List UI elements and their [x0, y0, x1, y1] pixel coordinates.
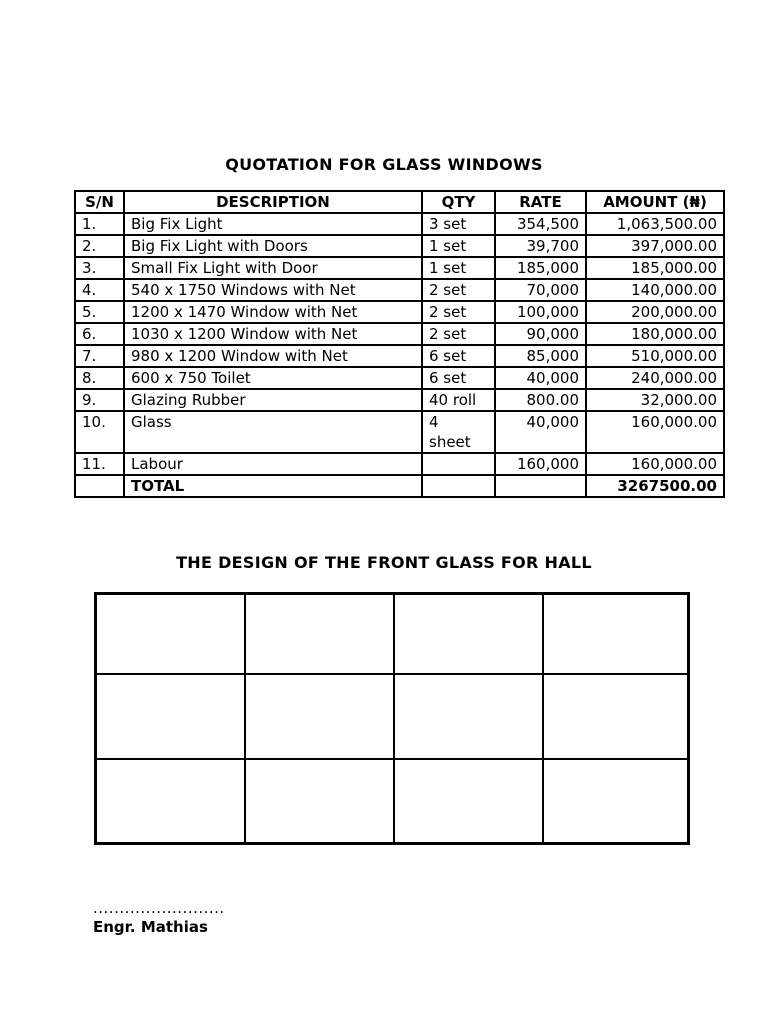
- cell-rate: 85,000: [495, 345, 586, 367]
- cell-description: 540 x 1750 Windows with Net: [124, 279, 422, 301]
- cell-description: 1030 x 1200 Window with Net: [124, 323, 422, 345]
- cell-description: Glazing Rubber: [124, 389, 422, 411]
- cell-qty: 40 roll: [422, 389, 495, 411]
- glass-pane: [395, 760, 544, 842]
- table-row: [75, 301, 724, 323]
- cell-sn: 8.: [75, 367, 124, 389]
- cell-amount: 32,000.00: [586, 389, 724, 411]
- cell-rate: 70,000: [495, 279, 586, 301]
- cell-amount: 160,000.00: [586, 453, 724, 475]
- cell-sn: 4.: [75, 279, 124, 301]
- cell-description: Labour: [124, 453, 422, 475]
- total-qty: [422, 475, 495, 497]
- total-sn: [75, 475, 124, 497]
- cell-amount: 1,063,500.00: [586, 213, 724, 235]
- glass-pane: [246, 760, 395, 842]
- cell-rate: 40,000: [495, 367, 586, 389]
- cell-description: 600 x 750 Toilet: [124, 367, 422, 389]
- cell-rate: 160,000: [495, 453, 586, 475]
- cell-amount: 160,000.00: [586, 411, 724, 453]
- cell-sn: 6.: [75, 323, 124, 345]
- signature-line: .........................: [93, 899, 225, 917]
- cell-rate: 40,000: [495, 411, 586, 453]
- cell-amount: 180,000.00: [586, 323, 724, 345]
- cell-qty: 4 sheet: [422, 411, 495, 453]
- cell-sn: 1.: [75, 213, 124, 235]
- cell-sn: 11.: [75, 453, 124, 475]
- cell-rate: 100,000: [495, 301, 586, 323]
- cell-description: Big Fix Light: [124, 213, 422, 235]
- cell-sn: 9.: [75, 389, 124, 411]
- table-row: [75, 411, 724, 453]
- quotation-table: [74, 190, 725, 498]
- cell-qty: 3 set: [422, 213, 495, 235]
- cell-amount: 397,000.00: [586, 235, 724, 257]
- design-title: THE DESIGN OF THE FRONT GLASS FOR HALL: [176, 553, 592, 572]
- cell-qty: 1 set: [422, 235, 495, 257]
- cell-sn: 10.: [75, 411, 124, 453]
- cell-description: Small Fix Light with Door: [124, 257, 422, 279]
- cell-sn: 7.: [75, 345, 124, 367]
- header-sn: S/N: [75, 191, 124, 213]
- glass-pane: [97, 675, 246, 760]
- cell-rate: 185,000: [495, 257, 586, 279]
- glass-pane: [395, 595, 544, 675]
- glass-pane: [544, 675, 687, 760]
- table-row: [75, 345, 724, 367]
- cell-description: 1200 x 1470 Window with Net: [124, 301, 422, 323]
- glass-pane: [97, 760, 246, 842]
- header-rate: RATE: [495, 191, 586, 213]
- header-description: DESCRIPTION: [124, 191, 422, 213]
- glass-pane: [544, 595, 687, 675]
- table-row: [75, 453, 724, 475]
- header-amount: AMOUNT (₦): [586, 191, 724, 213]
- signature-name: Engr. Mathias: [93, 918, 208, 936]
- front-glass-design-grid: [94, 592, 690, 845]
- cell-description: Glass: [124, 411, 422, 453]
- cell-description: 980 x 1200 Window with Net: [124, 345, 422, 367]
- cell-qty: [422, 453, 495, 475]
- table-row: [75, 367, 724, 389]
- glass-pane: [395, 675, 544, 760]
- total-row: [75, 475, 724, 497]
- cell-sn: 5.: [75, 301, 124, 323]
- cell-qty: 1 set: [422, 257, 495, 279]
- cell-qty: 6 set: [422, 367, 495, 389]
- cell-qty: 2 set: [422, 301, 495, 323]
- table-row: [75, 257, 724, 279]
- cell-qty: 2 set: [422, 279, 495, 301]
- total-label: TOTAL: [124, 475, 422, 497]
- cell-qty: 2 set: [422, 323, 495, 345]
- cell-amount: 200,000.00: [586, 301, 724, 323]
- cell-amount: 185,000.00: [586, 257, 724, 279]
- table-row: [75, 323, 724, 345]
- cell-sn: 2.: [75, 235, 124, 257]
- cell-sn: 3.: [75, 257, 124, 279]
- total-rate: [495, 475, 586, 497]
- table-row: [75, 213, 724, 235]
- glass-pane: [246, 595, 395, 675]
- quotation-title: QUOTATION FOR GLASS WINDOWS: [225, 155, 543, 174]
- glass-pane: [97, 595, 246, 675]
- cell-amount: 140,000.00: [586, 279, 724, 301]
- header-qty: QTY: [422, 191, 495, 213]
- cell-amount: 510,000.00: [586, 345, 724, 367]
- cell-rate: 800.00: [495, 389, 586, 411]
- table-row: [75, 389, 724, 411]
- cell-rate: 90,000: [495, 323, 586, 345]
- cell-rate: 354,500: [495, 213, 586, 235]
- glass-pane: [544, 760, 687, 842]
- cell-qty: 6 set: [422, 345, 495, 367]
- cell-rate: 39,700: [495, 235, 586, 257]
- glass-pane: [246, 675, 395, 760]
- cell-description: Big Fix Light with Doors: [124, 235, 422, 257]
- cell-amount: 240,000.00: [586, 367, 724, 389]
- table-row: [75, 235, 724, 257]
- total-amount: 3267500.00: [586, 475, 724, 497]
- table-row: [75, 279, 724, 301]
- table-header-row: [75, 191, 724, 213]
